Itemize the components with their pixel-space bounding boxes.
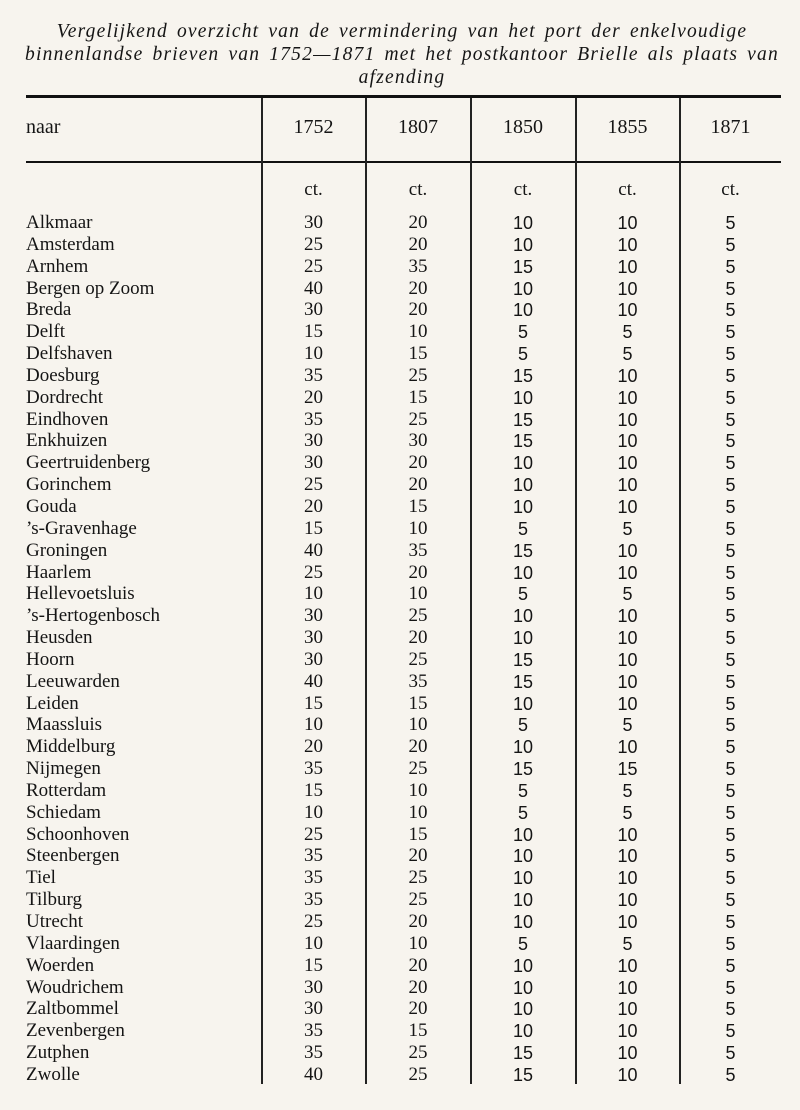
postage-value: 5	[725, 496, 736, 517]
destination-city: Groningen	[26, 539, 108, 561]
postage-value: 5	[725, 649, 736, 670]
unit-label: ct.	[304, 179, 323, 200]
destination-city: Maassluis	[26, 714, 102, 736]
table-row	[0, 474, 800, 496]
destination-city: Amsterdam	[26, 233, 115, 255]
postage-value: 5	[622, 715, 633, 736]
postage-value: 10	[304, 714, 323, 736]
postage-value: 30	[304, 648, 323, 670]
unit-label: ct.	[618, 179, 637, 200]
postage-value: 10	[512, 890, 534, 911]
postage-value: 20	[408, 474, 428, 496]
postage-value: 10	[512, 693, 534, 714]
postage-value: 10	[617, 824, 638, 845]
postage-value: 5	[725, 562, 736, 583]
postage-value: 5	[725, 475, 736, 496]
destination-city: Dordrecht	[26, 386, 104, 408]
postage-value: 35	[304, 408, 323, 430]
postage-value: 5	[725, 453, 736, 474]
postage-value: 5	[725, 518, 736, 539]
postage-value: 30	[304, 299, 323, 321]
destination-city: Rotterdam	[26, 779, 107, 801]
postage-value: 20	[408, 233, 428, 255]
postage-value: 20	[304, 736, 323, 758]
postage-value: 5	[517, 715, 528, 736]
postage-value: 10	[617, 453, 638, 474]
destination-city: Heusden	[26, 627, 93, 649]
postage-value: 30	[304, 212, 323, 233]
postage-value: 35	[408, 670, 428, 692]
table-row	[0, 889, 800, 911]
postage-value: 25	[304, 474, 323, 496]
postage-value: 20	[408, 277, 428, 299]
postage-value: 10	[512, 868, 534, 889]
postage-value: 5	[725, 715, 736, 736]
destination-city: Woudrichem	[26, 976, 124, 998]
postage-value: 10	[512, 278, 534, 299]
postage-value: 15	[512, 649, 534, 670]
postage-value: 5	[622, 802, 633, 823]
destination-city: Breda	[26, 299, 72, 321]
postage-value: 10	[617, 234, 638, 255]
postage-value: 5	[725, 1021, 736, 1042]
destination-city: Haarlem	[26, 561, 92, 583]
postage-value: 30	[304, 430, 323, 452]
destination-city: Tilburg	[26, 889, 82, 911]
unit-label: ct.	[721, 179, 740, 200]
postage-value: 5	[725, 671, 736, 692]
postage-value: 15	[408, 343, 428, 365]
table-row	[0, 212, 800, 234]
destination-city: Gorinchem	[26, 474, 112, 496]
postage-value: 5	[622, 584, 633, 605]
postage-value: 15	[512, 1064, 534, 1085]
table-row	[0, 693, 800, 715]
postage-value: 35	[304, 758, 323, 780]
postage-value: 10	[512, 234, 534, 255]
postage-value: 25	[408, 867, 428, 889]
postage-value: 20	[408, 911, 428, 932]
destination-city: Zutphen	[26, 1042, 90, 1064]
table-row	[0, 845, 800, 867]
postage-value: 10	[617, 300, 638, 321]
table-row	[0, 562, 800, 584]
header-year: 1855	[607, 116, 648, 138]
top-rule	[26, 95, 781, 98]
postage-value: 40	[304, 670, 323, 692]
postage-value: 15	[408, 823, 428, 845]
destination-city: Middelburg	[26, 736, 116, 758]
postage-value: 25	[408, 1042, 428, 1064]
postage-value: 5	[725, 213, 736, 233]
postage-value: 10	[617, 890, 638, 911]
postage-value: 25	[408, 364, 428, 386]
postage-value: 15	[304, 321, 323, 343]
destination-city: Woerden	[26, 954, 95, 976]
table-row	[0, 671, 800, 693]
postage-value: 10	[512, 453, 534, 474]
postage-value: 5	[725, 780, 736, 801]
table-row	[0, 234, 800, 256]
table-row	[0, 824, 800, 846]
table-row	[0, 605, 800, 627]
postage-value: 15	[408, 386, 428, 408]
table-row	[0, 409, 800, 431]
destination-city: Nijmegen	[26, 758, 101, 780]
table-row	[0, 256, 800, 278]
postage-value: 10	[617, 431, 638, 452]
postage-value: 25	[304, 823, 323, 845]
destination-city: Delfshaven	[26, 343, 113, 365]
postage-value: 10	[512, 475, 534, 496]
postage-value: 5	[725, 1043, 736, 1064]
postage-value: 5	[725, 234, 736, 255]
destination-city: Leiden	[26, 692, 79, 714]
header-year: 1752	[293, 116, 334, 138]
postage-value: 15	[512, 256, 534, 277]
postage-value: 25	[408, 605, 428, 627]
postage-value: 20	[408, 299, 428, 321]
postage-value: 15	[512, 365, 534, 386]
postage-value: 10	[617, 693, 638, 714]
destination-city: ’s-Gravenhage	[26, 517, 137, 539]
table-row	[0, 998, 800, 1020]
table-row	[0, 430, 800, 452]
postage-value: 30	[304, 998, 323, 1020]
destination-city: Vlaardingen	[26, 932, 120, 954]
postage-value: 10	[617, 475, 638, 496]
postage-value: 15	[512, 431, 534, 452]
destination-city: Tiel	[26, 867, 56, 889]
table-row	[0, 343, 800, 365]
postage-value: 5	[622, 518, 633, 539]
table-row	[0, 387, 800, 409]
postage-value: 35	[304, 867, 323, 889]
postage-value: 30	[408, 430, 428, 452]
table-row	[0, 278, 800, 300]
postage-value: 5	[725, 912, 736, 932]
postage-value: 10	[304, 932, 323, 954]
postage-value: 15	[512, 759, 534, 780]
postage-value: 5	[517, 344, 528, 365]
table-row	[0, 496, 800, 518]
postage-value: 10	[617, 955, 638, 976]
header-rule	[26, 161, 781, 163]
postage-value: 10	[512, 977, 534, 998]
postage-value: 20	[408, 736, 428, 758]
postage-value: 15	[408, 495, 428, 517]
postage-value: 10	[617, 1021, 638, 1042]
postage-value: 10	[512, 737, 534, 758]
postage-value: 25	[304, 911, 323, 932]
postage-value: 5	[725, 540, 736, 561]
destination-city: Bergen op Zoom	[26, 277, 155, 299]
table-row	[0, 867, 800, 889]
postage-value: 10	[304, 583, 323, 605]
postage-value: 20	[408, 627, 428, 649]
postage-value: 30	[304, 452, 323, 474]
postage-value: 25	[408, 758, 428, 780]
postage-value: 35	[408, 255, 428, 277]
destination-city: Hoorn	[26, 648, 75, 670]
postage-value: 10	[617, 912, 638, 932]
postage-value: 10	[408, 714, 428, 736]
postage-value: 15	[304, 954, 323, 976]
postage-value: 10	[512, 912, 534, 932]
postage-value: 5	[622, 933, 633, 954]
postage-value: 5	[725, 300, 736, 321]
postage-value: 5	[725, 365, 736, 386]
postage-value: 5	[622, 344, 633, 365]
postage-value: 20	[408, 976, 428, 998]
header-year: 1807	[398, 116, 438, 138]
postage-value: 10	[512, 628, 534, 649]
postage-value: 10	[408, 517, 428, 539]
postage-value: 15	[512, 1043, 534, 1064]
postage-value: 40	[304, 539, 323, 561]
postage-value: 20	[408, 561, 428, 583]
postage-value: 15	[304, 779, 323, 801]
table-row	[0, 714, 800, 736]
unit-label: ct.	[408, 179, 428, 200]
table-row	[0, 1020, 800, 1042]
table-row	[0, 365, 800, 387]
postage-value: 10	[512, 606, 534, 627]
postage-value: 10	[617, 1043, 638, 1064]
postage-value: 15	[617, 759, 638, 780]
postage-value: 15	[408, 692, 428, 714]
postage-value: 5	[725, 999, 736, 1020]
destination-city: Zaltbommel	[26, 998, 119, 1020]
postage-value: 5	[725, 344, 736, 365]
destination-city: Delft	[26, 321, 66, 343]
table-body	[0, 212, 800, 1086]
postage-value: 25	[304, 255, 323, 277]
table-row	[0, 802, 800, 824]
table-row	[0, 540, 800, 562]
table-row	[0, 955, 800, 977]
table-row	[0, 299, 800, 321]
postage-value: 15	[512, 409, 534, 430]
postage-value: 10	[304, 343, 323, 365]
postage-value: 10	[408, 321, 428, 343]
table-row	[0, 911, 800, 933]
destination-city: Zevenbergen	[26, 1020, 125, 1042]
postage-value: 30	[304, 627, 323, 649]
table-row	[0, 780, 800, 802]
postage-value: 5	[725, 278, 736, 299]
postage-value: 10	[617, 365, 638, 386]
postage-value: 10	[512, 999, 534, 1020]
postage-value: 10	[617, 213, 638, 233]
postage-value: 10	[617, 999, 638, 1020]
postage-value: 25	[408, 1063, 428, 1085]
postage-value: 25	[408, 889, 428, 911]
postage-value: 10	[617, 846, 638, 867]
table-row	[0, 736, 800, 758]
postage-value: 5	[725, 387, 736, 408]
postage-value: 25	[304, 233, 323, 255]
postage-value: 35	[304, 845, 323, 867]
postage-value: 5	[725, 955, 736, 976]
table-title: Vergelijkend overzicht van de vermindering van het port der enkelvoudige binnenlandse brieven van 1752—1871 met het postkantoor Brielle als plaats van afzending	[25, 21, 779, 88]
destination-city: Zwolle	[26, 1063, 80, 1085]
postage-value: 40	[304, 1063, 323, 1085]
postage-value: 5	[517, 584, 528, 605]
postage-value: 5	[725, 256, 736, 277]
postage-value: 5	[725, 977, 736, 998]
destination-city: Steenbergen	[26, 845, 120, 867]
postage-value: 25	[408, 648, 428, 670]
postage-value: 35	[304, 1042, 323, 1064]
postage-value: 5	[622, 322, 633, 343]
table-row	[0, 321, 800, 343]
postage-value: 35	[304, 364, 323, 386]
postage-value: 10	[408, 801, 428, 823]
table-row	[0, 977, 800, 999]
postage-value: 5	[517, 518, 528, 539]
postage-value: 5	[725, 1064, 736, 1085]
destination-city: Schoonhoven	[26, 823, 130, 845]
header-year: 1871	[710, 116, 751, 138]
postage-value: 5	[725, 431, 736, 452]
postage-value: 10	[512, 955, 534, 976]
postage-value: 10	[408, 583, 428, 605]
postage-value: 25	[304, 561, 323, 583]
postage-value: 20	[408, 452, 428, 474]
table-row	[0, 649, 800, 671]
postage-value: 5	[725, 409, 736, 430]
postage-value: 10	[617, 540, 638, 561]
postage-value: 40	[304, 277, 323, 299]
postage-value: 20	[408, 954, 428, 976]
postage-value: 5	[725, 824, 736, 845]
destination-city: Leeuwarden	[26, 670, 120, 692]
postage-value: 5	[725, 759, 736, 780]
table-row	[0, 627, 800, 649]
postage-value: 20	[408, 845, 428, 867]
destination-city: Gouda	[26, 495, 77, 517]
postage-value: 10	[617, 409, 638, 430]
destination-city: Utrecht	[26, 911, 83, 932]
table-row	[0, 1064, 800, 1086]
destination-city: ’s-Hertogenbosch	[26, 605, 161, 627]
table-row	[0, 583, 800, 605]
postage-value: 5	[725, 846, 736, 867]
postage-value: 5	[517, 802, 528, 823]
postage-value: 10	[512, 1021, 534, 1042]
postage-value: 35	[304, 889, 323, 911]
destination-city: Schiedam	[26, 801, 101, 823]
table-row	[0, 758, 800, 780]
table-row	[0, 933, 800, 955]
destination-city: Alkmaar	[26, 212, 93, 233]
destination-city: Enkhuizen	[26, 430, 108, 452]
postage-value: 5	[725, 628, 736, 649]
header-destination: naar	[26, 116, 61, 138]
postage-value: 5	[725, 693, 736, 714]
postage-value: 20	[408, 212, 428, 233]
postage-value: 10	[512, 846, 534, 867]
postage-value: 30	[304, 976, 323, 998]
postage-value: 20	[304, 386, 323, 408]
destination-city: Doesburg	[26, 364, 100, 386]
table-row	[0, 518, 800, 540]
postage-value: 5	[725, 933, 736, 954]
unit-label: ct.	[513, 179, 533, 200]
postage-value: 5	[725, 868, 736, 889]
postage-value: 5	[725, 322, 736, 343]
destination-city: Hellevoetsluis	[26, 583, 135, 605]
postage-value: 5	[622, 780, 633, 801]
postage-value: 10	[512, 300, 534, 321]
postage-value: 10	[617, 737, 638, 758]
postage-value: 10	[617, 278, 638, 299]
postage-value: 10	[617, 671, 638, 692]
postage-value: 5	[517, 780, 528, 801]
postage-value: 35	[304, 1020, 323, 1042]
postage-value: 35	[408, 539, 428, 561]
postage-value: 10	[617, 649, 638, 670]
postage-value: 10	[408, 779, 428, 801]
postage-value: 10	[617, 977, 638, 998]
postage-value: 15	[512, 540, 534, 561]
postage-value: 20	[304, 495, 323, 517]
destination-city: Eindhoven	[26, 408, 109, 430]
postage-value: 10	[617, 628, 638, 649]
header-year: 1850	[503, 116, 543, 138]
postage-value: 25	[408, 408, 428, 430]
postage-value: 5	[517, 322, 528, 343]
postage-value: 15	[408, 1020, 428, 1042]
postage-value: 10	[617, 868, 638, 889]
postage-value: 5	[725, 606, 736, 627]
destination-city: Geertruidenberg	[26, 452, 151, 474]
postage-value: 10	[512, 562, 534, 583]
postage-value: 15	[304, 692, 323, 714]
postage-value: 5	[725, 737, 736, 758]
postage-value: 15	[512, 671, 534, 692]
postage-value: 30	[304, 605, 323, 627]
postage-value: 10	[617, 496, 638, 517]
postage-value: 5	[725, 584, 736, 605]
postage-value: 10	[617, 387, 638, 408]
postage-value: 10	[512, 824, 534, 845]
postage-value: 10	[617, 1064, 638, 1085]
postage-value: 5	[725, 802, 736, 823]
destination-city: Arnhem	[26, 255, 89, 277]
postage-value: 10	[617, 606, 638, 627]
postage-value: 10	[512, 213, 534, 233]
table-row	[0, 452, 800, 474]
postage-value: 10	[617, 256, 638, 277]
table-row	[0, 1042, 800, 1064]
postage-value: 10	[512, 387, 534, 408]
postage-value: 10	[512, 496, 534, 517]
postage-value: 15	[304, 517, 323, 539]
postage-value: 10	[617, 562, 638, 583]
postage-value: 10	[304, 801, 323, 823]
postage-value: 20	[408, 998, 428, 1020]
postage-value: 5	[517, 933, 528, 954]
postage-value: 10	[408, 932, 428, 954]
postage-value: 5	[725, 890, 736, 911]
